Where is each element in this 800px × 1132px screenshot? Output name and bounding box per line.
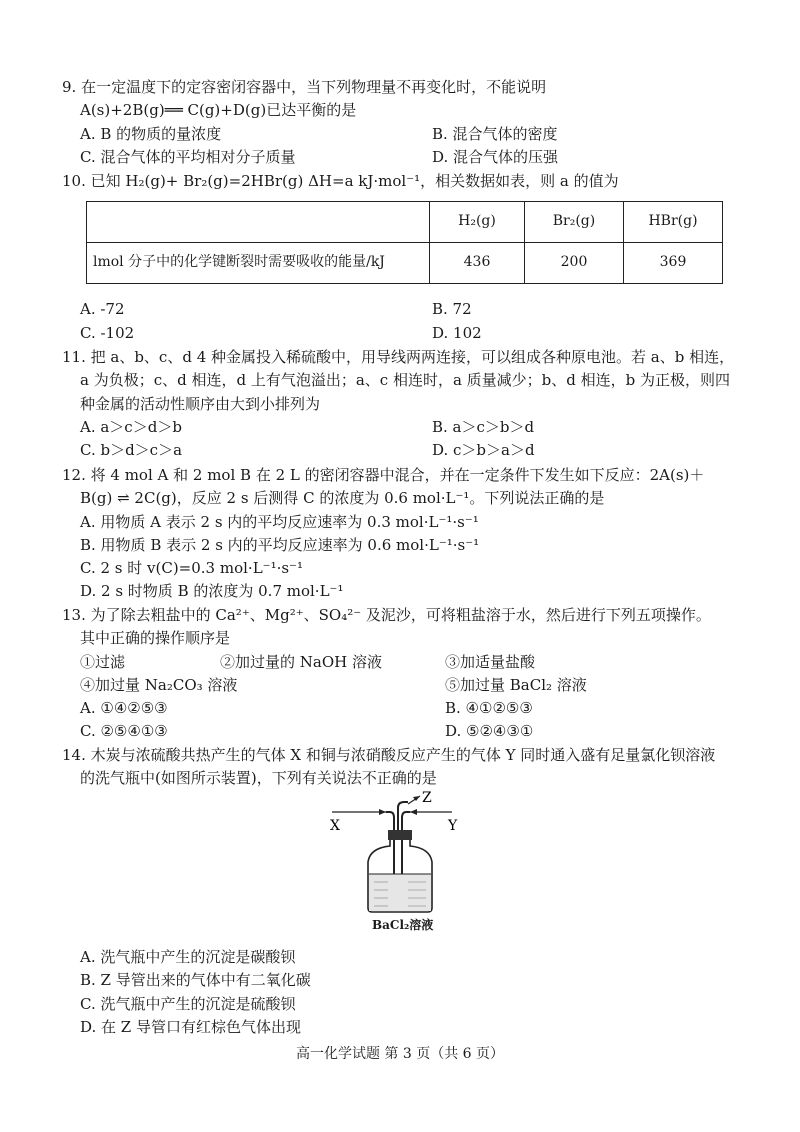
gas-washing-bottle-figure: [330, 790, 470, 940]
q11-option-c: C. b＞d＞c＞a: [80, 441, 183, 459]
question-11: [62, 346, 752, 462]
figure-caption: BaCl₂溶液: [372, 918, 434, 932]
table-cell: 436: [430, 243, 525, 284]
q11-option-b: B. a＞c＞b＞d: [432, 417, 535, 436]
table-header-cell: HBr(g): [624, 202, 723, 243]
q11-stem-line2: a 为负极；c、d 相连，d 上有气泡溢出；a、c 相连时，a 质量减少；b、d 相连，b 为正极，则四: [80, 371, 731, 390]
question-14: [62, 744, 752, 791]
q9-option-a: A. B 的物质的量浓度: [80, 124, 222, 143]
page-footer: 高一化学试题 第 3 页（共 6 页）: [295, 1046, 505, 1062]
q11-stem-line1: 11. 把 a、b、c、d 4 种金属投入稀硫酸中，用导线两两连接，可以组成各种原电池。若 a、b 相连，: [62, 348, 735, 366]
q12-option-b: B. 用物质 B 表示 2 s 内的平均反应速率为 0.6 mol·L⁻¹·s⁻¹: [80, 535, 480, 554]
q9-option-b: B. 混合气体的密度: [432, 124, 558, 143]
q11-option-a: A. a＞c＞d＞b: [80, 417, 182, 436]
q9-stem-line1: 9. 在一定温度下的定容密闭容器中，当下列物理量不再变化时，不能说明: [62, 78, 547, 96]
question-9: [62, 76, 752, 169]
q14-option-d: D. 在 Z 导管口有红棕色气体出现: [80, 1017, 301, 1036]
q12-option-a: A. 用物质 A 表示 2 s 内的平均反应速率为 0.3 mol·L⁻¹·s⁻¹: [80, 512, 479, 531]
q11-option-d: D. c＞b＞a＞d: [432, 441, 535, 459]
bond-energy-table: [86, 201, 723, 284]
question-10: [62, 170, 752, 345]
q11-stem-line3: 种金属的活动性顺序由大到小排列为: [80, 394, 321, 413]
q13-stem-line1: 13. 为了除去粗盐中的 Ca²⁺、Mg²⁺、SO₄²⁻ 及泥沙，可将粗盐溶于水，然后进行下列五项操作。: [62, 606, 711, 624]
q13-stem-line2: 其中正确的操作顺序是: [80, 629, 231, 648]
question-13: [62, 604, 752, 744]
q14-option-a: A. 洗气瓶中产生的沉淀是碳酸钡: [80, 948, 296, 966]
q13-operation-5: ⑤加过量 BaCl₂ 溶液: [445, 675, 587, 694]
table-cell: 369: [624, 243, 723, 284]
table-header-cell: Br₂(g): [525, 202, 624, 243]
figure-label-y: Y: [448, 818, 458, 834]
q9-option-c: C. 混合气体的平均相对分子质量: [80, 147, 296, 166]
q13-operation-1: ①过滤: [80, 652, 126, 671]
q14-stem-line1: 14. 木炭与浓硫酸共热产生的气体 X 和铜与浓硝酸反应产生的气体 Y 同时通入盛有足量氯化钡溶液: [62, 746, 716, 764]
q12-stem-line1: 12. 将 4 mol A 和 2 mol B 在 2 L 的密闭容器中混合，并在一定条件下发生如下反应：2A(s)＋: [62, 466, 705, 484]
figure-label-z: Z: [422, 790, 432, 806]
q14-option-b: B. Z 导管出来的气体中有二氧化碳: [80, 971, 311, 990]
table-header-cell: H₂(g): [430, 202, 525, 243]
q14-stem-line2: 的洗气瓶中(如图所示装置)，下列有关说法不正确的是: [80, 769, 437, 788]
question-14-options: [62, 946, 752, 1039]
q12-option-d: D. 2 s 时物质 B 的浓度为 0.7 mol·L⁻¹: [80, 582, 344, 601]
q12-stem-line2: B(g) ⇌ 2C(g)，反应 2 s 后测得 C 的浓度为 0.6 mol·L⁻¹。下列说法正确的是: [80, 489, 605, 508]
q10-option-a: A. -72: [80, 300, 125, 319]
table-cell: 200: [525, 243, 624, 284]
q10-option-b: B. 72: [432, 300, 472, 319]
q13-option-b: B. ④①②⑤③: [445, 699, 533, 717]
q10-option-c: C. -102: [80, 323, 135, 342]
q13-operation-4: ④加过量 Na₂CO₃ 溶液: [80, 675, 238, 694]
figure-label-x: X: [330, 818, 340, 834]
gas-washing-bottle-icon: [330, 790, 470, 916]
q13-operation-3: ③加适量盐酸: [445, 652, 536, 671]
q13-option-d: D. ⑤②④③①: [445, 722, 534, 741]
table-row-label: lmol 分子中的化学键断裂时需要吸收的能量/kJ: [87, 243, 430, 284]
q10-option-d: D. 102: [432, 323, 482, 342]
q9-option-d: D. 混合气体的压强: [432, 147, 559, 166]
table-header-row: [87, 202, 723, 243]
table-row: [87, 243, 723, 284]
q9-stem-line2: A(s)+2B(g)══ C(g)+D(g)已达平衡的是: [80, 101, 357, 120]
q13-option-c: C. ②⑤④①③: [80, 722, 168, 741]
q10-stem: 10. 已知 H₂(g)+ Br₂(g)=2HBr(g) ΔH=a kJ·mol⁻¹，相关数据如表，则 a 的值为: [62, 172, 619, 190]
q13-operation-2: ②加过量的 NaOH 溶液: [220, 652, 382, 671]
q14-option-c: C. 洗气瓶中产生的沉淀是硫酸钡: [80, 994, 296, 1013]
q13-option-a: A. ①④②⑤③: [80, 699, 168, 717]
question-12: [62, 464, 752, 604]
table-header-cell: [87, 202, 430, 243]
q12-option-c: C. 2 s 时 v(C)=0.3 mol·L⁻¹·s⁻¹: [80, 559, 303, 577]
